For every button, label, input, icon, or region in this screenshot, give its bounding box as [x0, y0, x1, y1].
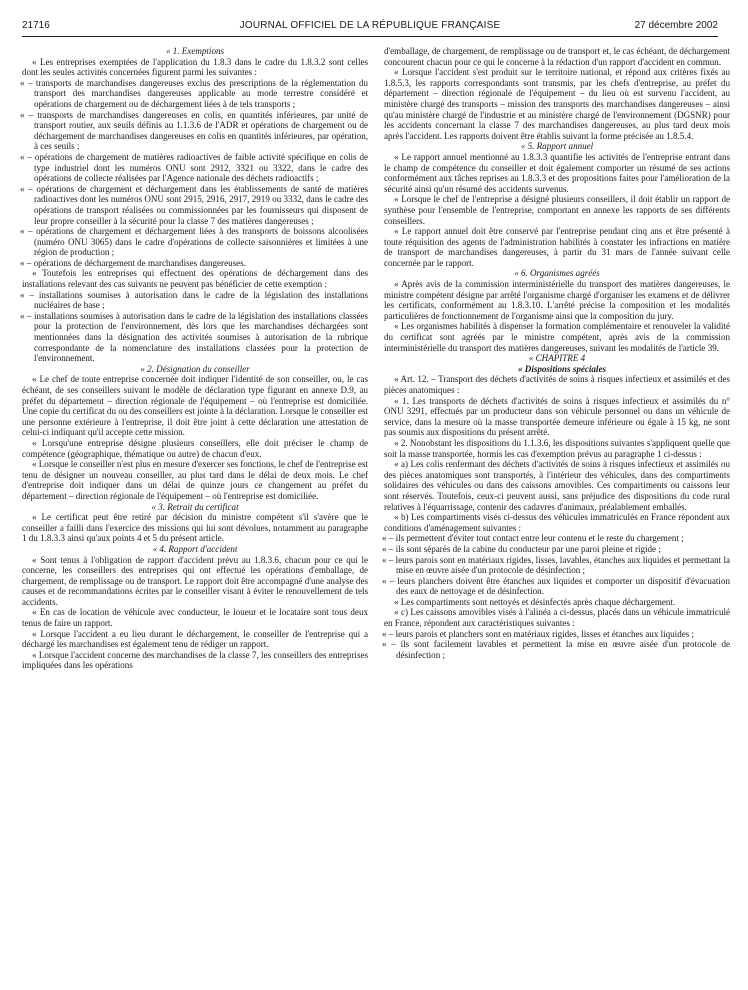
list-item: « – transports de marchandises dangereuses exclus des prescriptions de la réglementation du transport des marchandises dangereuses applicable au mode terrestre considéré et opérations de chargement ou de déchargement liées à de tels transports ;: [20, 77, 368, 109]
paragraph: « Le chef de toute entreprise concernée doit indiquer l'identité de son conseiller, ou, le cas échéant, de ses conseillers suivant le modèle de déclaration type figurant en annexe D.9, au préfet du département – direction régionale de l'équipement – où l'entreprise est domiciliée. Une copie du certificat du ou des conseillers est jointe à la déclaration. Lorsque le conseiller est une personne extérieure à l'entreprise, il doit être joint à cette déclaration une attestation de celui-ci indiquant qu'il accepte cette mission.: [22, 374, 368, 438]
section-heading: « 2. Désignation du conseiller: [140, 363, 250, 374]
paragraph: « b) Les compartiments visés ci-dessus des véhicules immatriculés en France répondent aux conditions d'aménagement suivantes :: [384, 512, 730, 533]
paragraph: « 2. Nonobstant les dispositions du 1.1.3.6, les dispositions suivantes s'appliquent quelle que soit la masse transportée, hormis les cas d'exemption prévus au paragraphe 1 ci-dessus :: [384, 437, 730, 459]
chapter-heading: « CHAPITRE 4: [528, 353, 586, 364]
page-header: [22, 20, 718, 36]
list-item: « – leurs parois et planchers sont en matériaux rigides, lisses et étanches aux liquides ;: [382, 628, 695, 639]
paragraph: « Lorsque l'accident a eu lieu durant le déchargement, le conseiller de l'entreprise qui a déchargé les marchandises est également tenu de rédiger un rapport.: [22, 628, 368, 650]
paragraph: « Toutefois les entreprises qui effectuent des opérations de déchargement dans des installations relevant des cas suivants ne peuvent pas bénéficier de cette exemption :: [22, 268, 368, 290]
list-item: « – ils sont séparés de la cabine du conducteur par une paroi pleine et rigide ;: [382, 543, 661, 554]
paragraph: « a) Les colis renfermant des déchets d'activités de soins à risques infectieux et assimilés ou des pièces anatomiques sont transportés, à l'intérieur des véhicules, dans des compartiments solidaires des véhicules ou dans des caissons amovibles. Ces compartiments ou caissons leur sont réservés. Toutefois, ceux-ci peuvent aussi, sans préjudice des dispositions du code rural relatives à l'équarrissage, contenir des cadavres d'animaux, préalablement emballés.: [384, 459, 730, 512]
chapter-subtitle: « Dispositions spéciales: [518, 363, 606, 374]
section-heading: « 1. Exemptions: [165, 46, 225, 56]
list-item: « – opérations de chargement et déchargement dans les établissements de santé de matières radioactives dont les numéros ONU sont 2915, 2916, 2917, 2919 ou 3332, dans le cadre des opérations de transport réalisées ou commissionnées par les fournisseurs qui disposent de leur propre conseiller à la sécurité pour la classe 7 des matières dangereuses ;: [20, 183, 368, 226]
list-item: « – leurs parois sont en matériaux rigides, lisses, lavables, étanches aux liquides et permettant la mise en œuvre aisée d'un protocole de désinfection ;: [382, 554, 730, 576]
paragraph: « Le rapport annuel mentionné au 1.8.3.3 quantifie les activités de l'entreprise entrant dans le champ de compétence du conseiller et doit également comporter un résumé de ses actions conformément aux tâches reprises au 1.8.3.3 et des propositions faites pour l'amélioration de la sécurité ainsi qu'un résumé des accidents survenus.: [384, 151, 730, 194]
page-number: 21716: [22, 20, 50, 31]
paragraph: « En cas de location de véhicule avec conducteur, le loueur et le locataire sont tous deux tenus de faire un rapport.: [22, 607, 368, 629]
section-heading: « 5. Rapport annuel: [520, 141, 594, 152]
paragraph: « Lorsque l'accident concerne des marchandises de la classe 7, les conseillers des entreprises impliquées dans les opérations: [22, 649, 368, 671]
journal-title: JOURNAL OFFICIEL DE LA RÉPUBLIQUE FRANÇAISE: [239, 20, 501, 31]
list-item: « – leurs planchers doivent être étanches aux liquides et comporter un dispositif d'évacuation des eaux de nettoyage et de désinfection.: [382, 575, 730, 597]
list-item: « – ils sont facilement lavables et permettent la mise en œuvre aisée d'un protocole de désinfection ;: [382, 639, 730, 660]
paragraph: « Lorsque le chef de l'entreprise a désigné plusieurs conseillers, il doit établir un rapport de synthèse pour l'ensemble de l'entreprise, comportant en annexe les rapports de ses différents conseillers.: [384, 194, 730, 226]
list-item: « – opérations de chargement de matières radioactives de faible activité spécifique en colis de type industriel dont les numéros ONU sont 2912, 3321 ou 3322, dans le cadre des opérations de collecte réalisées par l'Agence nationale des déchets radioactifs ;: [20, 151, 368, 184]
paragraph: « 1. Les transports de déchets d'activités de soins à risques infectieux et assimilés du n° ONU 3291, effectués par un producteur dans son véhicule personnel ou dans un véhicule de service, dans la mesure où la masse transportée demeure inférieure ou égale à 15 kg, ne sont pas soumis aux dispositions du présent arrêté.: [384, 395, 730, 438]
section-heading: « 6. Organismes agréés: [514, 268, 600, 279]
paragraph: « Après avis de la commission interministérielle du transport des matières dangereuses, le ministre compétent désigne par arrêté l'organisme chargé d'organiser les examens et de délivrer les certificats, conformément au 1.8.3.10. L'arrêté précise la composition et les modalités particulières de fonctionnement de l'organisme ainsi que la composition du jury.: [384, 279, 730, 321]
publication-date: 27 décembre 2002: [634, 20, 718, 31]
paragraph: « Le rapport annuel doit être conservé par l'entreprise pendant cinq ans et être présenté à toute réquisition des agents de l'administration habilités à constater les infractions en matière de transport de marchandises dangereuses, à partir du 31 mars de l'année suivant celle concernée par le rapport.: [384, 226, 730, 268]
list-item: « – installations soumises à autorisation dans le cadre de la législation des installations nucléaires de base ;: [20, 289, 368, 311]
paragraph: « c) Les caissons amovibles visés à l'alinéa a ci-dessus, placés dans un véhicule immatriculé en France, répondent aux caractéristiques suivantes :: [384, 607, 730, 629]
paragraph: « Lorsque le conseiller n'est plus en mesure d'exercer ses fonctions, le chef de l'entreprise est tenu de désigner un nouveau conseiller, au plus tard dans le délai de deux mois. Le chef d'entreprise doit indiquer dans un délai de quinze jours ce changement au préfet du département – direction régionale de l'équipement – où l'entreprise est domiciliée.: [22, 459, 368, 501]
paragraph: « Les compartiments sont nettoyés et désinfectés après chaque déchargement.: [394, 596, 676, 607]
section-heading: « 3. Retrait du certificat: [151, 501, 239, 512]
header-rule: [22, 36, 718, 37]
list-item: « – opérations de chargement et déchargement liées à des transports de boissons alcoolisées (numéro ONU 3065) dans le cadre d'opérations de collecte saisonnières et limitées à une région de production ;: [20, 226, 368, 258]
list-item: « – opérations de déchargement de marchandises dangereuses.: [20, 257, 246, 268]
paragraph: « Sont tenus à l'obligation de rapport d'accident prévu au 1.8.3.6, chacun pour ce qui le concerne, les conseillers des entreprises qui ont effectué les opérations d'emballage, de chargement, de remplissage ou de transport. Le rapport doit être accompagné d'une analyse des causes et de recommandations écrites par le conseiller visant à éviter le renouvellement de tels accidents.: [22, 554, 368, 607]
list-item: « – transports de marchandises dangereuses en colis, en quantités inférieures, par unité de transport routier, aux seuils définis au 1.1.3.6 de l'ADR et opérations de chargement ou de déchargement de marchandises dangereuses en colis en quantités inférieures, par opération, à ces seuils ;: [20, 109, 368, 152]
left-column: [22, 46, 368, 671]
section-heading: « 4. Rapport d'accident: [152, 543, 238, 554]
paragraph: « Lorsque l'accident s'est produit sur le territoire national, et répond aux critères fixés au 1.8.5.3, les rapports correspondants sont transmis, par les chefs d'entreprise, au préfet du département – direction régionale de l'équipement – du lieu où est survenu l'accident, au ministère chargé des transports – mission des transports des marchandises dangereuses – ainsi qu'au ministère chargé de l'industrie et au ministère chargé de l'environnement (DGSNR) pour les accidents concernant la classe 7 des marchandises dangereuses, au plus tard deux mois après l'accident. Les rapports doivent être établis suivant la forme précisée au 1.8.5.4.: [384, 67, 730, 141]
list-item: « – ils permettent d'éviter tout contact entre leur contenu et le reste du chargement ;: [382, 533, 684, 544]
paragraph: « Lorsqu'une entreprise désigne plusieurs conseillers, elle doit préciser le champ de compétence (géographique, thématique ou autre) de chacun d'eux.: [22, 437, 368, 459]
paragraph: « Les entreprises exemptées de l'application du 1.8.3 dans le cadre du 1.8.3.2 sont celles dont les seules activités concernées figurent parmi les suivantes :: [22, 56, 368, 78]
paragraph: « Art. 12. – Transport des déchets d'activités de soins à risques infectieux et assimilés et des pièces anatomiques :: [384, 374, 730, 395]
paragraph: « Le certificat peut être retiré par décision du ministre compétent s'il s'avère que le conseiller a failli dans l'exercice des missions qui lui sont dévolues, notamment au paragraphe 1 du 1.8.3.3 ainsi qu'aux points 4 et 5 du présent article.: [22, 512, 368, 544]
list-item: « – installations soumises à autorisation dans le cadre de la législation des installations classées pour la protection de l'environnement, dès lors que les marchandises déchargées sont mentionnées dans la désignation des activités soumises à autorisation de la rubrique correspondante de la nomenclature des installations classées pour la protection de l'environnement.: [20, 310, 368, 364]
paragraph: « Les organismes habilités à dispenser la formation complémentaire et renouveler la validité du certificat sont agréés par le ministre compétent, après avis de la commission interministérielle du transport des matières dangereuses, suivant les modalités de l'article 39.: [384, 321, 730, 353]
paragraph: d'emballage, de chargement, de remplissage ou de transport et, le cas échéant, de déchargement concourent chacun pour ce qui le concerne à la rédaction d'un rapport d'accident en commun.: [384, 46, 730, 67]
right-column: [384, 46, 730, 660]
